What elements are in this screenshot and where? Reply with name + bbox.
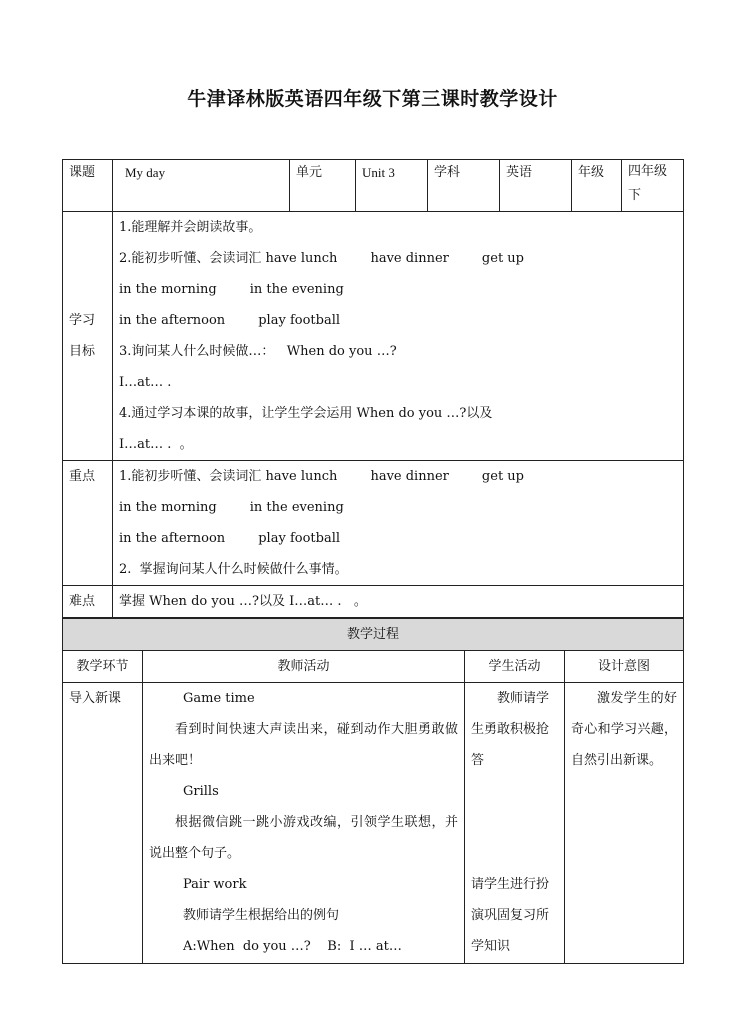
subject-value: 英语 xyxy=(500,160,572,212)
teacher-line: Grills xyxy=(183,784,219,799)
objective-line: in the afternoon play football xyxy=(119,313,341,328)
grade-label: 年级 xyxy=(572,160,622,212)
key-points-label: 重点 xyxy=(63,461,113,586)
objective-line: in the morning in the evening xyxy=(119,282,344,297)
intent-cell xyxy=(565,683,684,964)
info-row xyxy=(63,160,684,212)
difficulty-row xyxy=(63,586,684,618)
unit-value: Unit 3 xyxy=(356,160,428,212)
key-point-line: 1.能初步听懂、会读词汇 have lunch have dinner get up xyxy=(119,469,524,484)
objectives-label-line-1: 学习 xyxy=(69,313,96,328)
teacher-line: Pair work xyxy=(183,877,247,892)
difficulty-content: 掌握 When do you …?以及 I…at… . 。 xyxy=(113,586,684,618)
student-activity-text: 请学生进行扮演巩固复习所学知识 xyxy=(471,877,550,954)
student-activity-text: 教师请学生勇敢积极抢答 xyxy=(471,691,550,768)
key-points-row xyxy=(63,461,684,586)
teacher-line: A:When do you …? B: I … at… xyxy=(183,939,402,954)
difficulty-label: 难点 xyxy=(63,586,113,618)
topic-value: My day xyxy=(113,160,290,212)
document-title: 牛津译林版英语四年级下第三课时教学设计 xyxy=(187,88,558,110)
process-columns-row xyxy=(63,651,684,683)
key-point-line: in the morning in the evening xyxy=(119,500,344,515)
objective-line: I…at… . xyxy=(119,375,172,390)
key-points-content xyxy=(113,461,684,586)
process-header-row xyxy=(63,619,684,651)
grade-value: 四年级下 xyxy=(622,160,684,212)
unit-label: 单元 xyxy=(290,160,356,212)
objective-line: 4.通过学习本课的故事，让学生学会运用 When do you …?以及 xyxy=(119,406,493,421)
key-point-line: in the afternoon play football xyxy=(119,531,341,546)
process-row xyxy=(63,683,684,964)
objectives-label xyxy=(63,212,113,461)
student-activity-cell xyxy=(465,683,565,964)
objectives-content xyxy=(113,212,684,461)
teacher-line: 教师请学生根据给出的例句 xyxy=(183,908,340,923)
key-point-line: 2. 掌握询问某人什么时候做什么事情。 xyxy=(119,562,348,577)
column-intent: 设计意图 xyxy=(565,651,684,683)
objective-line: 1.能理解并会朗读故事。 xyxy=(119,220,262,235)
teacher-line: Game time xyxy=(183,691,255,706)
teacher-line: 看到时间快速大声读出来，碰到动作大胆勇敢做出来吧！ xyxy=(149,722,458,768)
column-stage: 教学环节 xyxy=(63,651,143,683)
objectives-label-line-2: 目标 xyxy=(69,344,96,359)
column-teacher: 教师活动 xyxy=(143,651,465,683)
topic-label: 课题 xyxy=(63,160,113,212)
column-student: 学生活动 xyxy=(465,651,565,683)
lesson-info-table xyxy=(62,159,684,618)
teacher-line: 根据微信跳一跳小游戏改编，引领学生联想，并说出整个句子。 xyxy=(149,815,458,861)
process-header: 教学过程 xyxy=(63,619,684,651)
process-table xyxy=(62,618,684,964)
intent-text: 激发学生的好奇心和学习兴趣，自然引出新课。 xyxy=(571,691,678,768)
objective-line: I…at… . 。 xyxy=(119,437,193,452)
subject-label: 学科 xyxy=(428,160,500,212)
objective-line: 2.能初步听懂、会读词汇 have lunch have dinner get up xyxy=(119,251,524,266)
teacher-activity-cell xyxy=(143,683,465,964)
stage-cell: 导入新课 xyxy=(63,683,143,964)
objectives-row xyxy=(63,212,684,461)
objective-line: 3.询问某人什么时候做…： When do you …? xyxy=(119,344,397,359)
